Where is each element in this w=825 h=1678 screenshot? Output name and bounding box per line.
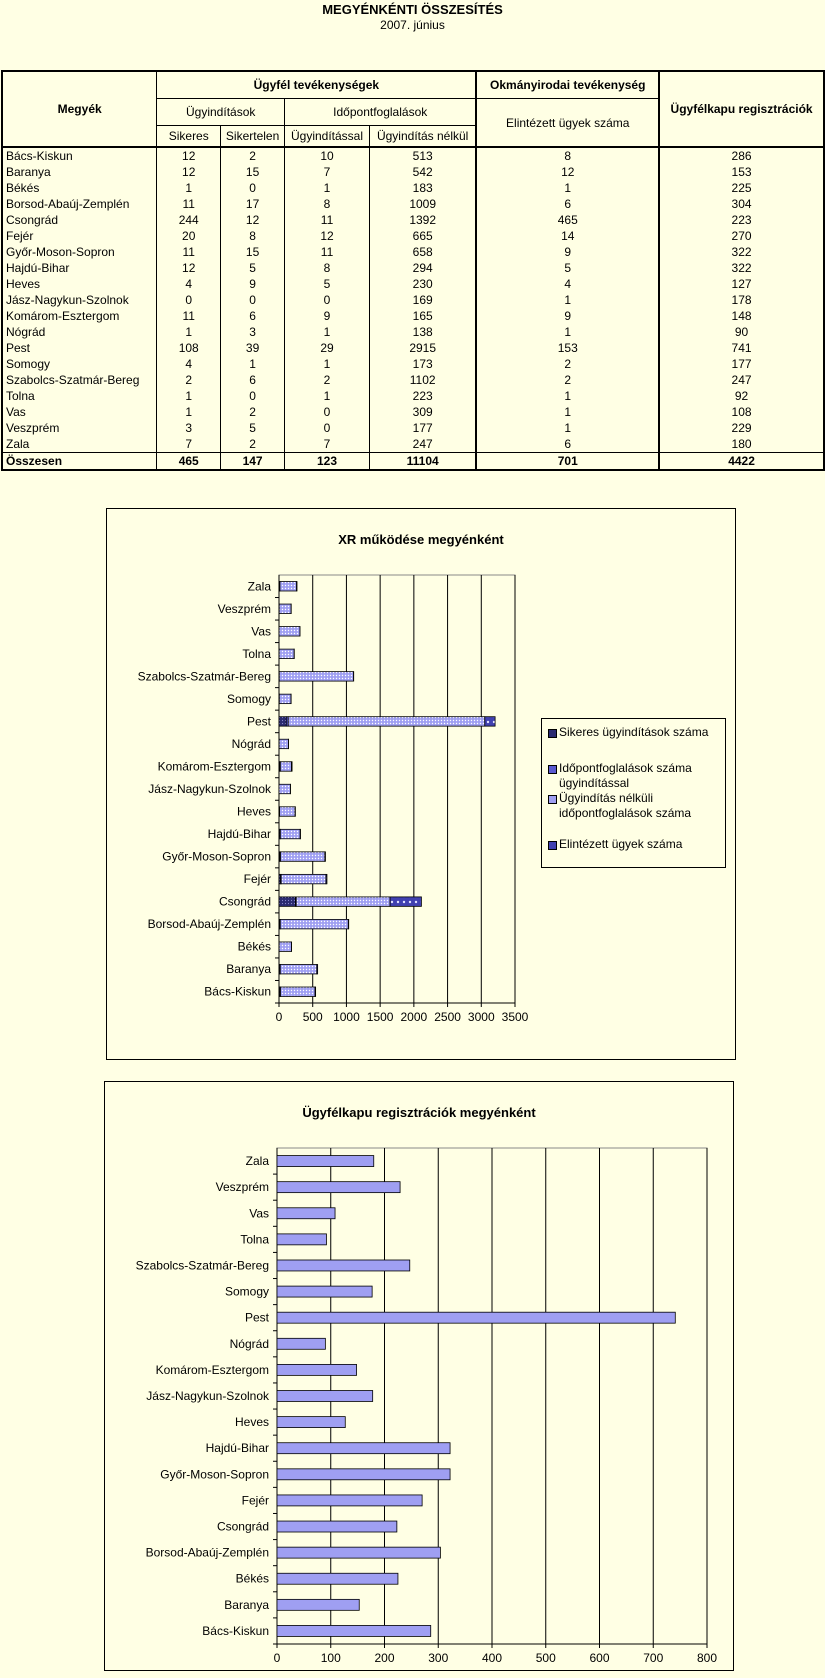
category-label: Pest (246, 714, 271, 729)
header-okmanyirodai: Okmányirodai tevékenység (476, 71, 659, 99)
value-cell: 6 (476, 196, 659, 212)
bar (277, 1338, 325, 1349)
value-cell: 153 (476, 340, 659, 356)
table-row (2, 420, 824, 436)
legend-label: Időpontfoglalások száma ügyindítással (559, 761, 692, 790)
county-cell: Somogy (2, 356, 157, 372)
bar (279, 672, 353, 681)
bar (277, 1469, 450, 1480)
legend-item (546, 725, 734, 740)
value-cell: 286 (659, 147, 824, 164)
value-cell: 173 (369, 356, 476, 372)
category-label: Győr-Moson-Sopron (162, 849, 271, 864)
bar (485, 717, 495, 726)
value-cell: 223 (659, 212, 824, 228)
category-label: Csongrád (216, 1519, 269, 1534)
legend-label: Sikeres ügyindítások száma (559, 725, 709, 739)
table-row (2, 180, 824, 196)
value-cell: 1392 (369, 212, 476, 228)
value-cell: 90 (659, 324, 824, 340)
category-label: Vas (249, 1206, 269, 1221)
bar (315, 987, 316, 996)
value-cell: 8 (476, 147, 659, 164)
category-label: Csongrád (218, 894, 271, 909)
value-cell: 247 (659, 372, 824, 388)
value-cell: 4 (157, 276, 221, 292)
value-cell: 5 (221, 420, 285, 436)
page-header (0, 0, 825, 32)
legend-item (546, 837, 734, 852)
value-cell: 147 (221, 453, 285, 471)
value-cell: 138 (369, 324, 476, 340)
value-cell: 223 (369, 388, 476, 404)
plot-area (279, 575, 515, 1003)
value-cell: 29 (285, 340, 370, 356)
value-cell: 1102 (369, 372, 476, 388)
value-cell: 9 (285, 308, 370, 324)
bar (280, 852, 324, 861)
value-cell: 2 (285, 372, 370, 388)
x-tick-label: 800 (696, 1651, 718, 1665)
county-cell: Fejér (2, 228, 157, 244)
category-label: Fejér (241, 1493, 269, 1508)
category-label: Békés (237, 939, 271, 954)
category-label: Fejér (243, 872, 271, 887)
county-cell: Bács-Kiskun (2, 147, 157, 164)
bar (277, 1182, 400, 1193)
county-cell: Vas (2, 404, 157, 420)
bar (279, 649, 294, 658)
value-cell: 12 (157, 147, 221, 164)
value-cell: 108 (157, 340, 221, 356)
legend-label: Ügyindítás nélküli időpontfoglalások száma (559, 791, 692, 820)
category-label: Pest (244, 1310, 269, 1325)
x-tick-label: 700 (643, 1651, 664, 1665)
value-cell: 177 (369, 420, 476, 436)
county-cell: Tolna (2, 388, 157, 404)
value-cell: 15 (221, 244, 285, 260)
county-cell: Heves (2, 276, 157, 292)
bar (279, 694, 291, 703)
value-cell: 2 (221, 147, 285, 164)
ugyfelkapu-chart (104, 1081, 734, 1671)
county-cell: Komárom-Esztergom (2, 308, 157, 324)
value-cell: 1 (157, 404, 221, 420)
value-cell: 0 (157, 292, 221, 308)
value-cell: 39 (221, 340, 285, 356)
bar (279, 942, 291, 951)
x-tick-label: 500 (302, 1010, 323, 1024)
value-cell: 4 (157, 356, 221, 372)
value-cell: 153 (659, 164, 824, 180)
header-elintezett: Elintézett ügyek száma (476, 99, 659, 148)
x-tick-label: 600 (589, 1651, 610, 1665)
ugyfelkapu-chart-svg (105, 1082, 733, 1670)
value-cell: 11 (157, 308, 221, 324)
bar (277, 1495, 422, 1506)
bar (277, 1260, 410, 1271)
total-row (2, 453, 824, 471)
category-label: Komárom-Esztergom (157, 759, 271, 774)
value-cell: 15 (221, 164, 285, 180)
xr-chart (106, 508, 736, 1060)
value-cell: 9 (221, 276, 285, 292)
x-tick-label: 2000 (400, 1010, 428, 1024)
category-label: Komárom-Esztergom (155, 1362, 269, 1377)
county-cell: Baranya (2, 164, 157, 180)
bar (277, 1156, 374, 1167)
value-cell: 230 (369, 276, 476, 292)
county-cell: Szabolcs-Szatmár-Bereg (2, 372, 157, 388)
bar (279, 717, 286, 726)
value-cell: 304 (659, 196, 824, 212)
value-cell: 5 (285, 276, 370, 292)
category-label: Heves (236, 804, 271, 819)
bar (280, 987, 315, 996)
category-label: Baranya (224, 1597, 269, 1612)
value-cell: 0 (221, 180, 285, 196)
summary-table (1, 70, 825, 471)
county-cell: Nógrád (2, 324, 157, 340)
value-cell: 6 (476, 436, 659, 453)
category-label: Jász-Nagykun-Szolnok (148, 782, 271, 796)
category-label: Borsod-Abaúj-Zemplén (147, 917, 271, 932)
value-cell: 322 (659, 244, 824, 260)
table-row (2, 324, 824, 340)
header-ugyfelkapu: Ügyfélkapu regisztrációk (659, 71, 824, 147)
value-cell: 229 (659, 420, 824, 436)
value-cell: 465 (476, 212, 659, 228)
bar (280, 829, 300, 838)
category-label: Baranya (226, 962, 271, 977)
value-cell: 1 (476, 420, 659, 436)
bar (277, 1443, 450, 1454)
value-cell: 0 (221, 292, 285, 308)
value-cell: 11104 (369, 453, 476, 471)
table-row (2, 260, 824, 276)
value-cell: 2915 (369, 340, 476, 356)
value-cell: 7 (157, 436, 221, 453)
bar (277, 1417, 345, 1428)
value-cell: 1 (157, 388, 221, 404)
bar (277, 1364, 357, 1375)
value-cell: 9 (476, 308, 659, 324)
x-tick-label: 1500 (366, 1010, 394, 1024)
category-label: Győr-Moson-Sopron (160, 1467, 269, 1482)
value-cell: 14 (476, 228, 659, 244)
table-row (2, 244, 824, 260)
bar (280, 762, 291, 771)
x-tick-label: 0 (273, 1651, 281, 1665)
bar (277, 1599, 359, 1610)
category-label: Jász-Nagykun-Szolnok (146, 1389, 269, 1403)
category-label: Szabolcs-Szatmár-Bereg (137, 669, 271, 684)
category-label: Békés (235, 1571, 269, 1586)
bar (277, 1208, 335, 1219)
bar (280, 582, 297, 591)
legend-swatch (548, 795, 557, 804)
table-row (2, 212, 824, 228)
county-cell: Csongrád (2, 212, 157, 228)
value-cell: 169 (369, 292, 476, 308)
value-cell: 2 (476, 372, 659, 388)
category-label: Tolna (240, 1232, 269, 1247)
county-cell: Békés (2, 180, 157, 196)
legend-label: Elintézett ügyek száma (559, 837, 683, 851)
county-cell: Összesen (2, 453, 157, 471)
bar (277, 1521, 397, 1532)
value-cell: 7 (285, 436, 370, 453)
value-cell: 11 (157, 244, 221, 260)
bar (279, 627, 300, 636)
value-cell: 1 (285, 324, 370, 340)
table-row (2, 276, 824, 292)
document-title: MEGYÉNKÉNTI ÖSSZESÍTÉS (322, 2, 503, 17)
category-label: Tolna (242, 646, 271, 661)
value-cell: 6 (221, 308, 285, 324)
county-cell: Borsod-Abaúj-Zemplén (2, 196, 157, 212)
value-cell: 17 (221, 196, 285, 212)
value-cell: 11 (285, 212, 370, 228)
value-cell: 741 (659, 340, 824, 356)
value-cell: 108 (659, 404, 824, 420)
category-label: Heves (234, 1415, 269, 1430)
value-cell: 165 (369, 308, 476, 324)
x-tick-label: 400 (481, 1651, 503, 1665)
value-cell: 3 (157, 420, 221, 436)
bar (291, 762, 292, 771)
value-cell: 127 (659, 276, 824, 292)
bar (296, 897, 390, 906)
category-label: Hajdú-Bihar (205, 1441, 269, 1456)
value-cell: 8 (221, 228, 285, 244)
header-ugyinditassal: Ügyindítással (285, 126, 370, 148)
value-cell: 658 (369, 244, 476, 260)
x-tick-label: 200 (374, 1651, 395, 1665)
value-cell: 11 (285, 244, 370, 260)
bar (279, 897, 295, 906)
value-cell: 148 (659, 308, 824, 324)
county-cell: Pest (2, 340, 157, 356)
table-row (2, 228, 824, 244)
x-tick-label: 100 (320, 1651, 341, 1665)
header-ugyinditas-nelkul: Ügyindítás nélkül (369, 126, 476, 148)
value-cell: 9 (476, 244, 659, 260)
x-tick-label: 1000 (333, 1010, 360, 1024)
value-cell: 1 (476, 388, 659, 404)
value-cell: 4422 (659, 453, 824, 471)
legend-swatch (548, 729, 557, 738)
bar (326, 874, 327, 883)
category-label: Somogy (226, 691, 271, 706)
value-cell: 20 (157, 228, 221, 244)
value-cell: 6 (221, 372, 285, 388)
table-row (2, 388, 824, 404)
bar (277, 1312, 675, 1323)
bar (279, 739, 288, 748)
x-tick-label: 300 (428, 1651, 449, 1665)
bar (280, 919, 348, 928)
category-label: Bács-Kiskun (202, 1623, 269, 1638)
x-tick-label: 500 (535, 1651, 556, 1665)
value-cell: 5 (221, 260, 285, 276)
value-cell: 7 (285, 164, 370, 180)
bar (277, 1234, 326, 1245)
x-tick-label: 2500 (434, 1010, 461, 1024)
table-row (2, 356, 824, 372)
county-cell: Győr-Moson-Sopron (2, 244, 157, 260)
bar (277, 1391, 373, 1402)
table-row (2, 147, 824, 164)
county-cell: Jász-Nagykun-Szolnok (2, 292, 157, 308)
value-cell: 3 (221, 324, 285, 340)
category-label: Veszprém (217, 601, 271, 616)
bar (390, 897, 421, 906)
header-sikeres: Sikeres (157, 126, 221, 148)
value-cell: 542 (369, 164, 476, 180)
bar (277, 1573, 398, 1584)
bar (277, 1286, 372, 1297)
category-label: Borsod-Abaúj-Zemplén (145, 1545, 269, 1560)
value-cell: 1 (476, 180, 659, 196)
x-tick-label: 0 (275, 1010, 283, 1024)
category-label: Veszprém (215, 1180, 269, 1195)
value-cell: 12 (157, 260, 221, 276)
value-cell: 2 (221, 404, 285, 420)
legend-item (546, 791, 734, 821)
bar (317, 964, 318, 973)
table-row (2, 404, 824, 420)
value-cell: 270 (659, 228, 824, 244)
value-cell: 177 (659, 356, 824, 372)
chart-title: Ügyfélkapu regisztrációk megyénként (302, 1105, 536, 1120)
legend-item (546, 761, 734, 791)
value-cell: 8 (285, 196, 370, 212)
county-cell: Hajdú-Bihar (2, 260, 157, 276)
county-cell: Zala (2, 436, 157, 453)
value-cell: 12 (221, 212, 285, 228)
category-label: Zala (245, 1154, 269, 1169)
category-label: Hajdú-Bihar (207, 827, 271, 842)
header-idopontfoglalasok: Időpontfoglalások (285, 99, 477, 126)
value-cell: 1 (157, 324, 221, 340)
table-row (2, 196, 824, 212)
value-cell: 1 (476, 404, 659, 420)
value-cell: 8 (285, 260, 370, 276)
table-row (2, 292, 824, 308)
x-tick-label: 3500 (501, 1010, 529, 1024)
table-row (2, 372, 824, 388)
bar (279, 604, 291, 613)
value-cell: 2 (157, 372, 221, 388)
value-cell: 2 (221, 436, 285, 453)
value-cell: 0 (285, 292, 370, 308)
value-cell: 322 (659, 260, 824, 276)
value-cell: 244 (157, 212, 221, 228)
bar (277, 1625, 431, 1636)
value-cell: 665 (369, 228, 476, 244)
category-label: Nógrád (229, 1336, 269, 1351)
value-cell: 309 (369, 404, 476, 420)
category-label: Bács-Kiskun (204, 984, 271, 999)
table-row (2, 436, 824, 453)
x-tick-label: 3000 (467, 1010, 495, 1024)
table-body (2, 147, 824, 470)
table-row (2, 164, 824, 180)
document-subtitle: 2007. június (380, 18, 445, 32)
value-cell: 1 (285, 356, 370, 372)
bar (277, 1547, 440, 1558)
header-ugyinditasok: Ügyindítások (157, 99, 285, 126)
value-cell: 4 (476, 276, 659, 292)
value-cell: 180 (659, 436, 824, 453)
value-cell: 1009 (369, 196, 476, 212)
value-cell: 465 (157, 453, 221, 471)
header-megyek: Megyék (2, 71, 157, 147)
bar (325, 852, 326, 861)
value-cell: 123 (285, 453, 370, 471)
value-cell: 294 (369, 260, 476, 276)
table-row (2, 308, 824, 324)
value-cell: 1 (285, 388, 370, 404)
value-cell: 0 (221, 388, 285, 404)
value-cell: 701 (476, 453, 659, 471)
value-cell: 1 (221, 356, 285, 372)
value-cell: 1 (285, 180, 370, 196)
value-cell: 178 (659, 292, 824, 308)
table-row (2, 340, 824, 356)
category-label: Szabolcs-Szatmár-Bereg (135, 1258, 269, 1273)
value-cell: 225 (659, 180, 824, 196)
value-cell: 1 (476, 324, 659, 340)
header-sikertelen: Sikertelen (221, 126, 285, 148)
value-cell: 183 (369, 180, 476, 196)
value-cell: 0 (285, 420, 370, 436)
value-cell: 247 (369, 436, 476, 453)
value-cell: 92 (659, 388, 824, 404)
value-cell: 5 (476, 260, 659, 276)
category-label: Nógrád (231, 736, 271, 751)
value-cell: 12 (285, 228, 370, 244)
bar (288, 717, 485, 726)
value-cell: 11 (157, 196, 221, 212)
bar (280, 964, 317, 973)
county-cell: Veszprém (2, 420, 157, 436)
value-cell: 10 (285, 147, 370, 164)
value-cell: 1 (157, 180, 221, 196)
value-cell: 513 (369, 147, 476, 164)
category-label: Vas (251, 624, 271, 639)
value-cell: 12 (157, 164, 221, 180)
chart-title: XR működése megyénként (338, 532, 504, 547)
bar (281, 874, 326, 883)
value-cell: 0 (285, 404, 370, 420)
legend-swatch (548, 765, 557, 774)
legend-swatch (548, 841, 557, 850)
category-label: Somogy (224, 1284, 269, 1299)
bar (279, 784, 290, 793)
header-ugyfel-tevekenysegek: Ügyfél tevékenységek (157, 71, 477, 99)
category-label: Zala (247, 579, 271, 594)
bar (280, 807, 296, 816)
value-cell: 12 (476, 164, 659, 180)
xr-chart-legend (541, 718, 726, 868)
value-cell: 2 (476, 356, 659, 372)
value-cell: 1 (476, 292, 659, 308)
